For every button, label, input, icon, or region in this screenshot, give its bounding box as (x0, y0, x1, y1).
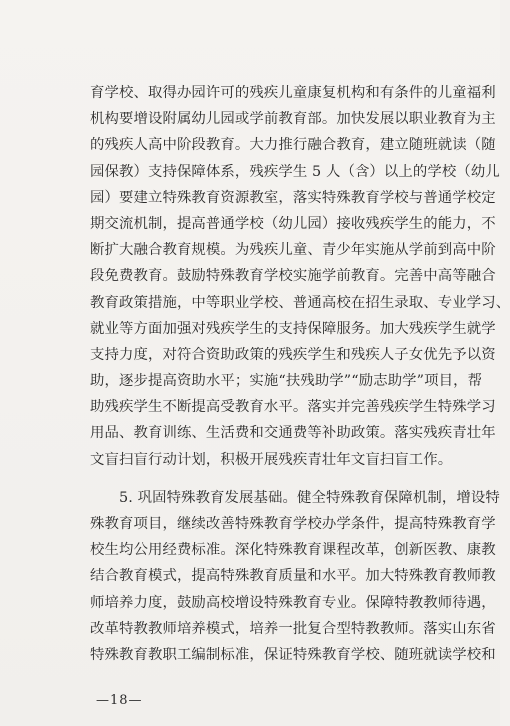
text-line: 5. 巩固特殊教育发展基础。健全特殊教育保障机制，增设特 (119, 489, 500, 506)
text-line: 用品、教育训练、生活费和交通费等补助政策。落实残疾青壮年 (90, 425, 496, 442)
text-line: 期交流机制，提高普通学校（幼儿园）接收残疾学生的能力，不 (90, 215, 496, 232)
text-line: 断扩大融合教育规模。为残疾儿童、青少年实施从学前到高中阶 (90, 242, 496, 259)
text-line: 机构要增设附属幼儿园或学前教育部。加快发展以职业教育为主 (90, 111, 496, 128)
text-line: 支持力度，对符合资助政策的残疾学生和残疾人子女优先予以资 (90, 346, 496, 363)
text-line: 结合教育模式，提高特殊教育质量和水平。加大特殊教育教师教 (90, 568, 496, 585)
text-line: 助，逐步提高资助水平；实施“扶残助学”“励志助学”项目，帮 (90, 373, 483, 390)
text-line: 师培养力度，鼓励高校增设特殊教育专业。保障特教教师待遇， (90, 594, 496, 611)
text-line: 文盲扫盲行动计划，积极开展残疾青壮年文盲扫盲工作。 (90, 451, 453, 468)
document-body (90, 80, 510, 668)
text-line: 育学校、取得办园许可的残疾儿童康复机构和有条件的儿童福利 (90, 85, 496, 101)
text-line: 特殊教育教职工编制标准，保证特殊教育学校、随班就读学校和 (90, 646, 496, 663)
text-line: 园保教）支持保障体系，残疾学生 5 人（含）以上的学校（幼儿 (90, 163, 500, 180)
text-line: 助残疾学生不断提高受教育水平。落实并完善残疾学生特殊学习 (90, 399, 496, 416)
text-line: 园）要建立特殊教育资源教室，落实特殊教育学校与普通学校定 (90, 189, 496, 206)
text-line: 殊教育项目，继续改善特殊教育学校办学条件，提高特殊教育学 (90, 516, 496, 532)
text-line: 教育政策措施，中等职业学校、普通高校在招生录取、专业学习、 (90, 294, 510, 311)
text-line: 的残疾人高中阶段教育。大力推行融合教育，建立随班就读（随 (90, 137, 496, 154)
text-line: 就业等方面加强对残疾学生的支持保障服务。加大残疾学生就学 (90, 320, 496, 337)
page-number: —18— (96, 693, 143, 708)
text-line: 改革特教教师培养模式，培养一批复合型特教教师。落实山东省 (90, 620, 496, 637)
paragraph-gap (90, 473, 406, 485)
text-line: 段免费教育。鼓励特殊教育学校实施学前教育。完善中高等融合 (90, 268, 496, 285)
text-line: 校生均公用经费标准。深化特殊教育课程改革，创新医教、康教 (90, 542, 496, 559)
